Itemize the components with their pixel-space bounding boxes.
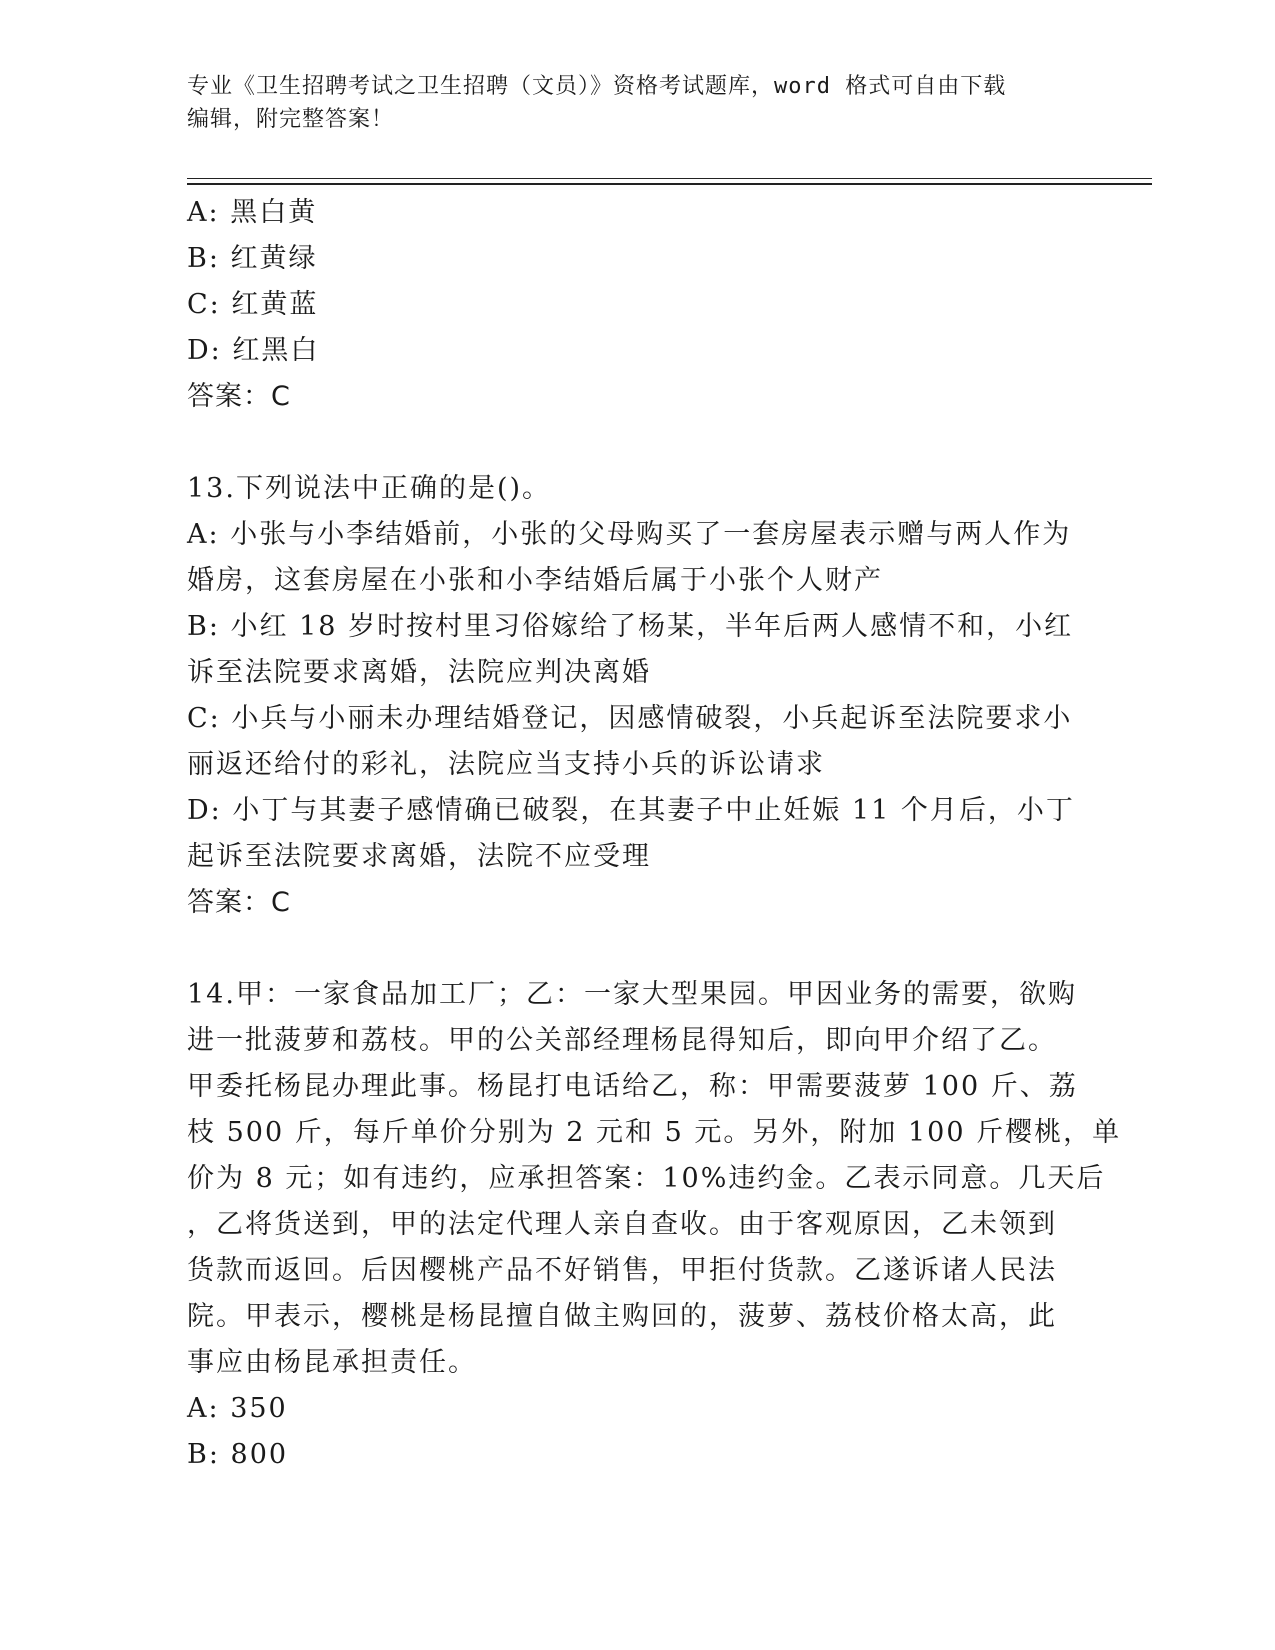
question-stem-line: 甲委托杨昆办理此事。杨昆打电话给乙，称：甲需要菠萝 100 斤、荔 xyxy=(187,1071,1078,1102)
option-d xyxy=(187,328,1077,374)
option-b xyxy=(187,604,1077,650)
question-stem-line: ，乙将货送到，甲的法定代理人亲自查收。由于客观原因，乙未领到 xyxy=(187,1209,1057,1240)
option-label: D: xyxy=(187,795,222,826)
option-text: 350 xyxy=(230,1393,288,1424)
option-a xyxy=(187,512,1077,558)
option-text: 红黑白 xyxy=(232,335,320,366)
header-divider-thick xyxy=(187,183,1152,185)
option-label: B: xyxy=(187,243,220,274)
option-text: 小兵与小丽未办理结婚登记，因感情破裂，小兵起诉至法院要求小 xyxy=(231,703,1073,734)
option-b xyxy=(187,236,1077,282)
answer-line: 答案：C xyxy=(187,887,291,918)
question-stem-line: 进一批菠萝和荔枝。甲的公关部经理杨昆得知后，即向甲介绍了乙。 xyxy=(187,1025,1057,1056)
option-label: D: xyxy=(187,335,222,366)
question-stem: 13.下列说法中正确的是()。 xyxy=(187,473,552,504)
document-body xyxy=(187,190,1122,1478)
header-line-2: 编辑，附完整答案！ xyxy=(187,107,395,132)
header-divider-thin xyxy=(187,178,1152,179)
option-label: A: xyxy=(187,519,220,550)
option-text: 小红 18 岁时按村里习俗嫁给了杨某，半年后两人感情不和，小红 xyxy=(230,611,1074,642)
question-stem-line: 14.甲：一家食品加工厂；乙：一家大型果园。甲因业务的需要，欲购 xyxy=(187,979,1077,1010)
option-text: 黑白黄 xyxy=(230,197,318,228)
option-c-continued: 丽返还给付的彩礼，法院应当支持小兵的诉讼请求 xyxy=(187,749,825,780)
prev-question xyxy=(187,190,1077,420)
question-stem-line: 价为 8 元；如有违约，应承担答案：10%违约金。乙表示同意。几天后 xyxy=(187,1163,1106,1194)
option-b-continued: 诉至法院要求离婚，法院应判决离婚 xyxy=(187,657,651,688)
option-text: 红黄绿 xyxy=(230,243,318,274)
header-line-1: 专业《卫生招聘考试之卫生招聘（文员）》资格考试题库，word 格式可自由下载 xyxy=(187,74,1007,99)
option-a xyxy=(187,190,1077,236)
option-text: 红黄蓝 xyxy=(231,289,319,320)
document-header xyxy=(187,70,1067,136)
option-text: 800 xyxy=(230,1439,289,1470)
option-label: C: xyxy=(187,703,221,734)
spacer xyxy=(187,420,1077,466)
option-label: A: xyxy=(187,1393,220,1424)
question-14 xyxy=(187,972,1122,1478)
option-label: A: xyxy=(187,197,220,228)
option-label: C: xyxy=(187,289,221,320)
spacer xyxy=(187,926,1077,972)
option-a xyxy=(187,1386,1077,1432)
option-label: B: xyxy=(187,611,220,642)
question-stem-line: 事应由杨昆承担责任。 xyxy=(187,1347,477,1378)
option-text: 小丁与其妻子感情确已破裂，在其妻子中止妊娠 11 个月后，小丁 xyxy=(232,795,1075,826)
option-d xyxy=(187,788,1077,834)
option-c xyxy=(187,696,1077,742)
answer-line: 答案：C xyxy=(187,381,291,412)
question-stem-line: 货款而返回。后因樱桃产品不好销售，甲拒付货款。乙遂诉诸人民法 xyxy=(187,1255,1057,1286)
question-stem-line: 院。甲表示，樱桃是杨昆擅自做主购回的，菠萝、荔枝价格太高，此 xyxy=(187,1301,1057,1332)
option-text: 小张与小李结婚前，小张的父母购买了一套房屋表示赠与两人作为 xyxy=(230,519,1072,550)
option-b xyxy=(187,1432,1077,1478)
option-label: B: xyxy=(187,1439,220,1470)
question-stem-line: 枝 500 斤，每斤单价分别为 2 元和 5 元。另外，附加 100 斤樱桃，单 xyxy=(187,1117,1122,1148)
question-13 xyxy=(187,466,1077,926)
option-c xyxy=(187,282,1077,328)
option-a-continued: 婚房，这套房屋在小张和小李结婚后属于小张个人财产 xyxy=(187,565,883,596)
option-d-continued: 起诉至法院要求离婚，法院不应受理 xyxy=(187,841,651,872)
